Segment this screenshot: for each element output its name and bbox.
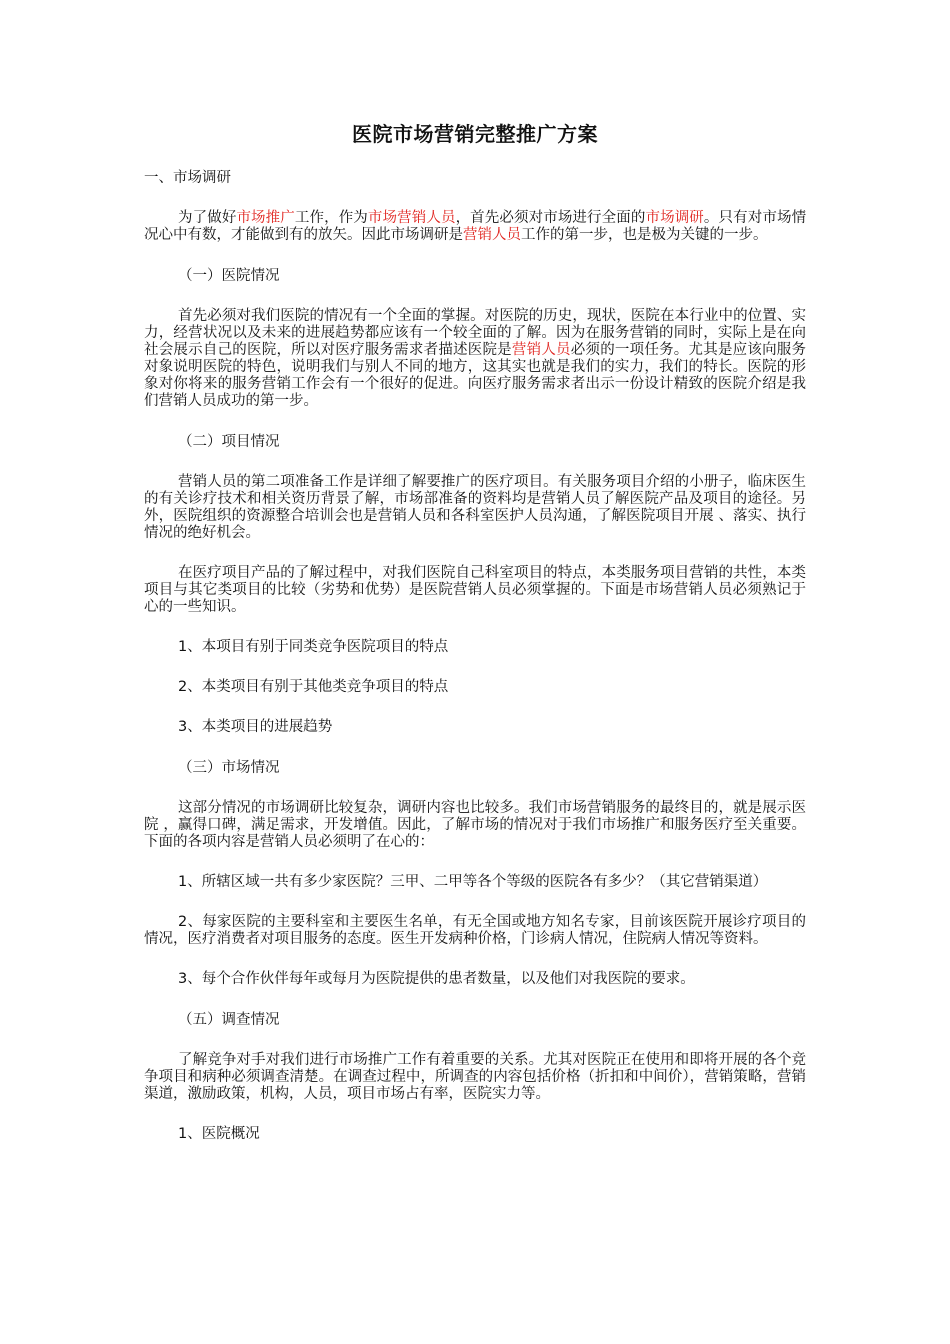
list-item: 1、本项目有别于同类竞争医院项目的特点 [178, 639, 449, 655]
text-run: ，首先必须对市场进行全面的 [455, 210, 646, 226]
highlight-term: 市场调研 [645, 210, 704, 226]
text-run: 工作，作为 [294, 210, 368, 226]
text-run: 必须的一项任务。尤其是应该向服务对象说明医院的特色，说明我们与别人不同的地方，这其实也就是我们的实力，我们的特长。医院的形象对你将来的服务营销工作会有一个很好的促进。向医疗服务需求者出示一份设计精致的医院介绍是我们营销人员成功的第一步。 [144, 342, 807, 409]
subheading-survey-situation: （五）调查情况 [178, 1012, 280, 1028]
text-run: 为了做好 [178, 210, 237, 226]
paragraph-intro [144, 210, 806, 244]
list-item: 2、本类项目有别于其他类竞争项目的特点 [178, 679, 449, 695]
subheading-market-situation: （三）市场情况 [178, 760, 280, 776]
document-page [144, 118, 806, 1166]
text-run: 工作的第一步，也是极为关键的一步。 [521, 227, 768, 243]
document-title: 医院市场营销完整推广方案 [352, 122, 598, 146]
highlight-term: 市场推广 [236, 210, 295, 226]
paragraph-survey-situation: 了解竞争对手对我们进行市场推广工作有着重要的关系。尤其对医院正在使用和即将开展的各个竞争项目和病种必须调查清楚。在调查过程中，所调查的内容包括价格（折扣和中间价），营销策略，营销渠道，激励政策，机构，人员，项目市场占有率，医院实力等。 [144, 1052, 806, 1102]
subheading-project-situation: （二）项目情况 [178, 434, 280, 450]
section-heading-market-research: 一、市场调研 [144, 170, 231, 186]
list-item: 2、每家医院的主要科室和主要医生名单，有无全国或地方知名专家，目前该医院开展诊疗项目的情况，医疗消费者对项目服务的态度。医生开发病种价格，门诊病人情况，住院病人情况等资料。 [144, 914, 806, 947]
list-item: 3、本类项目的进展趋势 [178, 719, 333, 735]
highlight-term: 营销人员 [463, 227, 521, 243]
list-item: 3、每个合作伙伴每年或每月为医院提供的患者数量，以及他们对我医院的要求。 [178, 971, 695, 987]
subheading-hospital-situation: （一）医院情况 [178, 268, 280, 284]
highlight-term: 市场营销人员 [367, 210, 456, 226]
list-item: 1、医院概况 [178, 1126, 260, 1142]
paragraph-project-knowledge: 在医疗项目产品的了解过程中，对我们医院自己科室项目的特点，本类服务项目营销的共性，本类项目与其它类项目的比较（劣势和优势）是医院营销人员必须掌握的。下面是市场营销人员必须熟记于心的一些知识。 [144, 565, 806, 615]
list-item: 1、所辖区域一共有多少家医院？三甲、二甲等各个等级的医院各有多少？（其它营销渠道） [178, 874, 768, 890]
text-run: 首先必须对我们医院的情况有一个全面的掌握。对医院的历史，现状，医院在本行业中的位置、实力，经营状况以及未来的进展趋势都应该有一个较全面的了解。因为在服务营销的同时，实际上是在向社会展示自己的医院，所以对医疗服务需求者描述医院是 [144, 308, 806, 358]
paragraph-project-situation: 营销人员的第二项准备工作是详细了解要推广的医疗项目。有关服务项目介绍的小册子，临床医生的有关诊疗技术和相关资历背景了解，市场部准备的资料均是营销人员了解医院产品及项目的途径。另外，医院组织的资源整合培训会也是营销人员和各科室医护人员沟通，了解医院项目开展 、落实、执行情况的绝好机会。 [144, 474, 806, 541]
text-run: 。只有对市场情况心中有数，才能做到有的放矢。因此市场调研是 [144, 210, 807, 243]
paragraph-market-situation: 这部分情况的市场调研比较复杂，调研内容也比较多。我们市场营销服务的最终目的，就是展示医院 ，赢得口碑，满足需求，开发增值。因此，了解市场的情况对于我们市场推广和服务医疗至关重要。下面的各项内容是营销人员必须明了在心的： [144, 800, 806, 850]
paragraph-hospital-situation [144, 308, 806, 410]
highlight-term: 营销人员 [511, 342, 571, 358]
